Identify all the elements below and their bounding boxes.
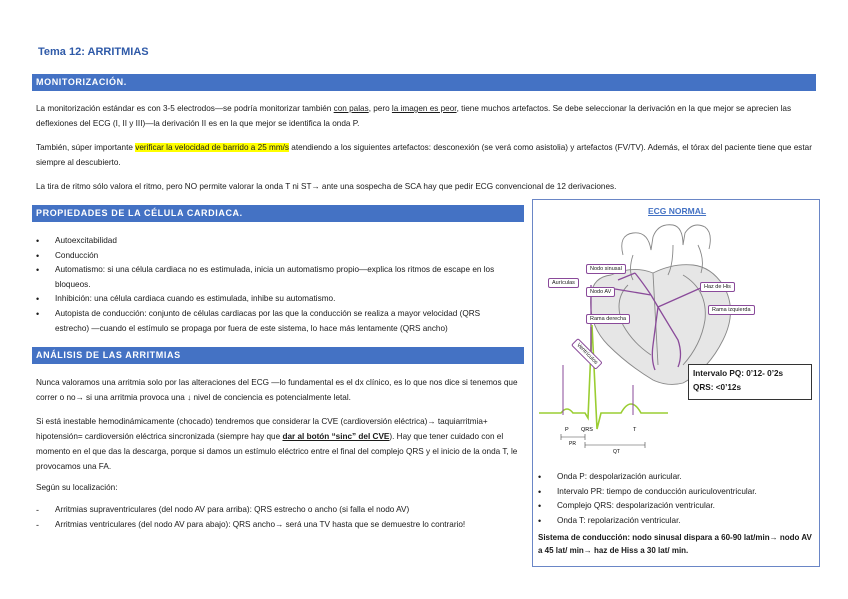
qrs-duration: QRS: <0’12s [693,383,742,392]
propiedades-list [36,234,516,336]
list-item: • Autoexcitabilidad [36,234,516,249]
analisis-paragraph-1: Nunca valoramos una arritmia solo por las alteraciones del ECG —lo fundamental es el dx clínico, es lo que nos dice si tenemos que correr o no→ si una arritmia provoca una ↓ nivel de conciencia es potencialmente letal. [36,378,518,402]
label-ventriculos: Ventrículos [571,338,603,370]
label-haz-his: Haz de His [700,282,735,292]
list-item: • Conducción [36,249,516,264]
list-item: - Arritmias supraventriculares (del nodo AV para arriba): QRS estrecho o ancho (si falla el nodo AV) [36,503,526,518]
ecg-components-list [538,470,812,528]
monitorizacion-paragraph-2: También, súper importante verificar la velocidad de barrido a 25 mm/s atendiendo a los siguientes artefactos: desconexión (se verá como asistolia) y artefactos (FV/TV). Además, el tórax del paciente tiene que estar siempre al descubierto. [36,143,812,167]
analisis-paragraph-3: Según su localización: [36,483,118,492]
list-item: • Inhibición: una célula cardiaca cuando es estimulada, inhibe su automatismo. [36,292,516,307]
label-nodo-sinusal: Nodo sinusal [586,264,626,274]
list-item: • Intervalo PR: tiempo de conducción auriculoventricular. [538,485,812,500]
section-header-propiedades: PROPIEDADES DE LA CÉLULA CARDIACA. [32,205,524,222]
monitorizacion-paragraph-3: La tira de ritmo sólo valora el ritmo, pero NO permite valorar la onda T ni ST→ ante una sospecha de SCA hay que pedir ECG convencional de 12 derivaciones. [36,182,617,191]
list-item: - Arritmias ventriculares (del nodo AV para abajo): QRS ancho→ será una TV hasta que se demuestre lo contrario! [36,518,526,533]
list-item: • Onda P: despolarización auricular. [538,470,812,485]
interval-values-box [688,364,812,400]
list-item: • Autopista de conducción: conjunto de células cardiacas por las que la conducción se realiza a mayor velocidad (QRS estrecho) —cuando el estímulo se propaga por fuera de este sistema, lo hace más lentamente (QRS ancho) [36,307,516,336]
label-auriculas: Aurículas [548,278,579,288]
label-rama-izquierda: Rama izquierda [708,305,755,315]
section-header-monitorizacion: MONITORIZACIÓN. [32,74,816,91]
list-item: • Automatismo: si una célula cardiaca no es estimulada, inicia un automatismo propio—explica los ritmos de escape en los bloqueos. [36,263,516,292]
conduction-system-text: Sistema de conducción: nodo sinusal dispara a 60-90 lat/min→ nodo AV a 45 lat/ min→ haz de Hiss a 30 lat/ min. [538,533,812,555]
monitorizacion-paragraph-1: La monitorización estándar es con 3-5 electrodos—se podría monitorizar también con palas, pero la imagen es peor, tiene muchos artefactos. Se debe seleccionar la derivación en la que mejor se aprecien las deflexiones del ECG (I, II y III)—la derivación II es en la que mejor se identifica la onda P. [36,104,792,128]
page-title: Tema 12: ARRITMIAS [38,46,149,58]
label-rama-derecha: Rama derecha [586,314,630,324]
section-header-analisis: ANÁLISIS DE LAS ARRITMIAS [32,347,524,364]
trace-label-pr: PR [569,441,576,447]
trace-label-t: T [633,427,637,433]
label-nodo-av: Nodo AV [586,287,615,297]
localizacion-list [36,503,526,532]
trace-label-qrs: QRS [581,427,593,433]
analisis-paragraph-2: Si está inestable hemodinámicamente (chocado) tendremos que considerar la CVE (cardioversión eléctrica)→ taquiarritmia+ hipotensión= cardioversión eléctrica sincronizada (siempre hay que dar al botón “sinc” del CVE). Hay que tener cuidado con el momento en el que das la descarga, porque si damos un estímulo eléctrico entre el final del complejo QRS y el inicio de la onda T, le provocamos una FA. [36,417,518,471]
ecg-title: ECG NORMAL [648,206,707,216]
interval-pq: Intervalo PQ: 0’12- 0’2s [693,369,784,378]
list-item: • Onda T: repolarización ventricular. [538,514,812,529]
trace-label-p: P [565,427,569,433]
trace-label-qt: QT [613,449,620,455]
list-item: • Complejo QRS: despolarización ventricular. [538,499,812,514]
